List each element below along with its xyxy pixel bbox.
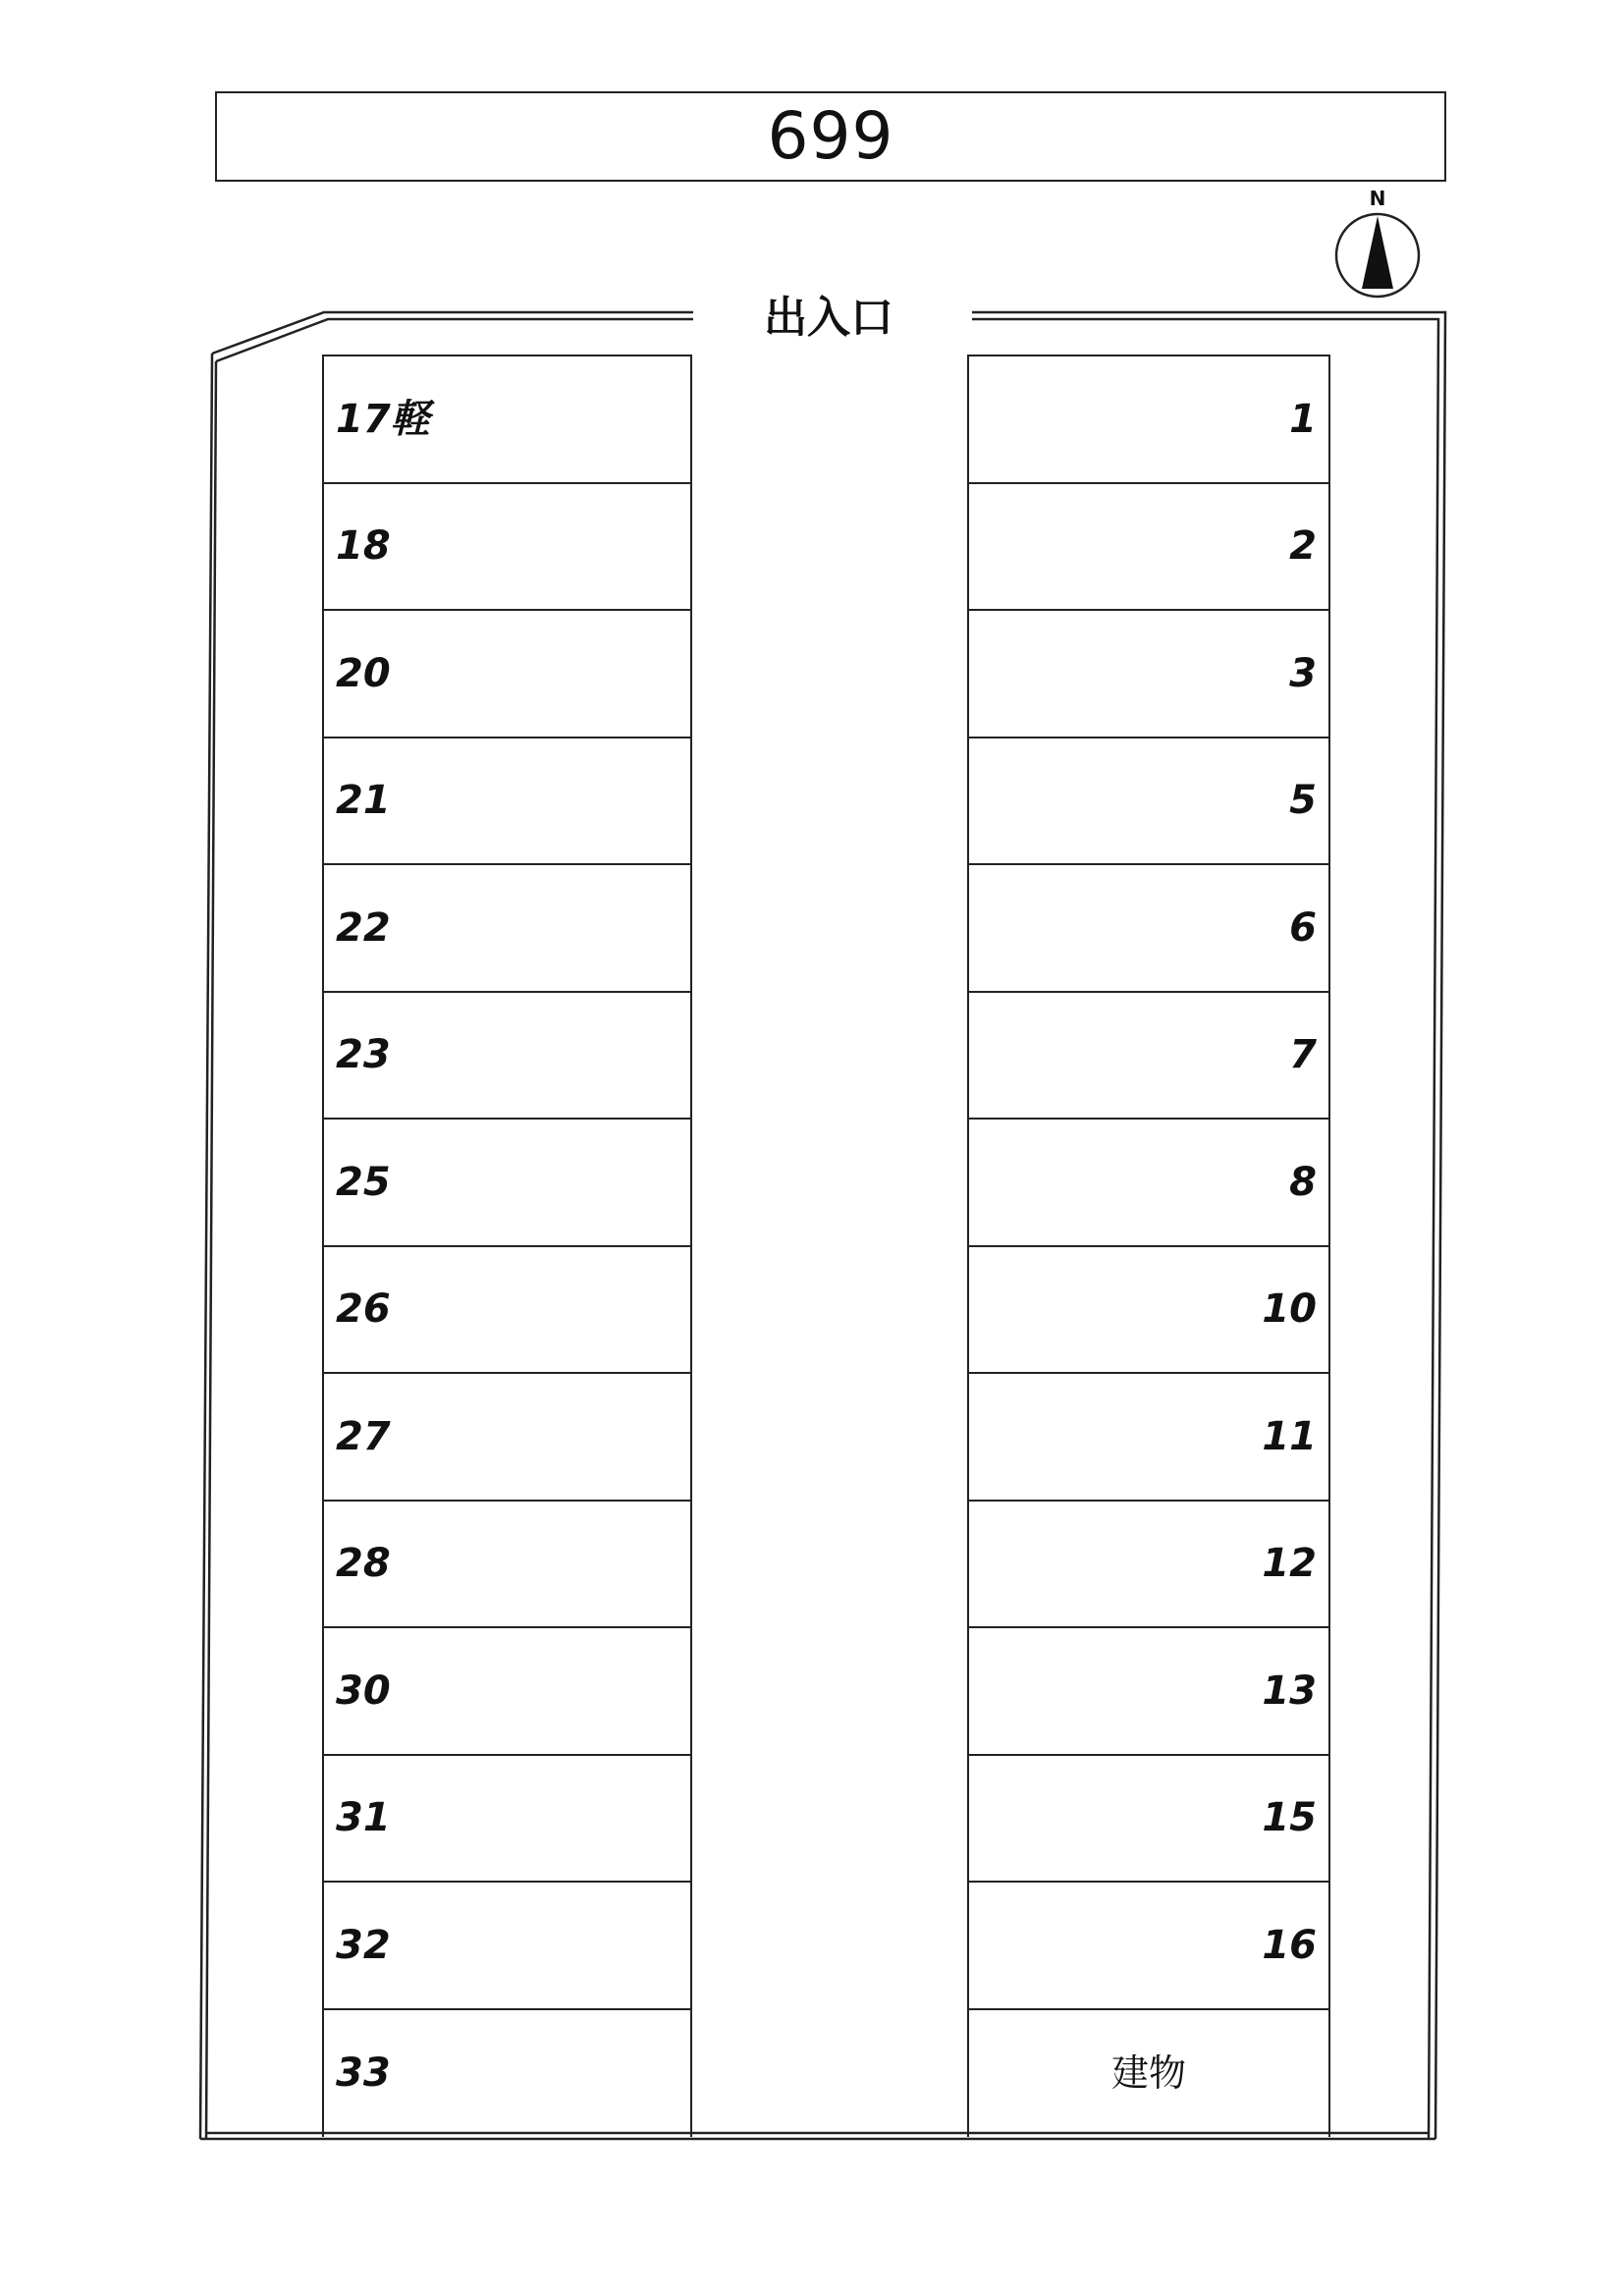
- building-area: 建物: [1110, 2051, 1186, 2096]
- entrance-label: 出入口: [764, 293, 893, 343]
- parking-space: 2: [969, 484, 1328, 612]
- right-parking-column: [967, 355, 1330, 2137]
- parking-space: 16: [969, 1883, 1328, 2010]
- parking-space: 33: [336, 2050, 391, 2097]
- parking-space: 5: [969, 738, 1328, 866]
- parking-space: 22: [324, 865, 690, 993]
- parking-space: 10: [969, 1247, 1328, 1375]
- left-parking-column: [322, 355, 692, 2137]
- parking-space: 25: [324, 1120, 690, 1247]
- parking-space: 7: [969, 993, 1328, 1121]
- parking-space: 28: [324, 1502, 690, 1629]
- parking-space: 13: [969, 1628, 1328, 1756]
- parking-space: 11: [969, 1374, 1328, 1502]
- parking-space: 21: [324, 738, 690, 866]
- compass-n-label: N: [1369, 187, 1386, 210]
- parking-space: 20: [324, 611, 690, 738]
- parking-space: 27: [324, 1374, 690, 1502]
- parking-space: 6: [969, 865, 1328, 993]
- parking-space: 26: [324, 1247, 690, 1375]
- parking-space: 18: [324, 484, 690, 612]
- page-title: 699: [767, 98, 894, 174]
- parking-space: 8: [969, 1120, 1328, 1247]
- parking-space: 30: [324, 1628, 690, 1756]
- parking-space: 3: [969, 611, 1328, 738]
- parking-space: 15: [969, 1756, 1328, 1884]
- parking-space: 32: [324, 1883, 690, 2010]
- parking-space: 1: [969, 356, 1328, 484]
- parking-space: 12: [969, 1502, 1328, 1629]
- parking-space: 31: [324, 1756, 690, 1884]
- parking-space: 23: [324, 993, 690, 1121]
- parking-space: 17軽: [324, 356, 690, 484]
